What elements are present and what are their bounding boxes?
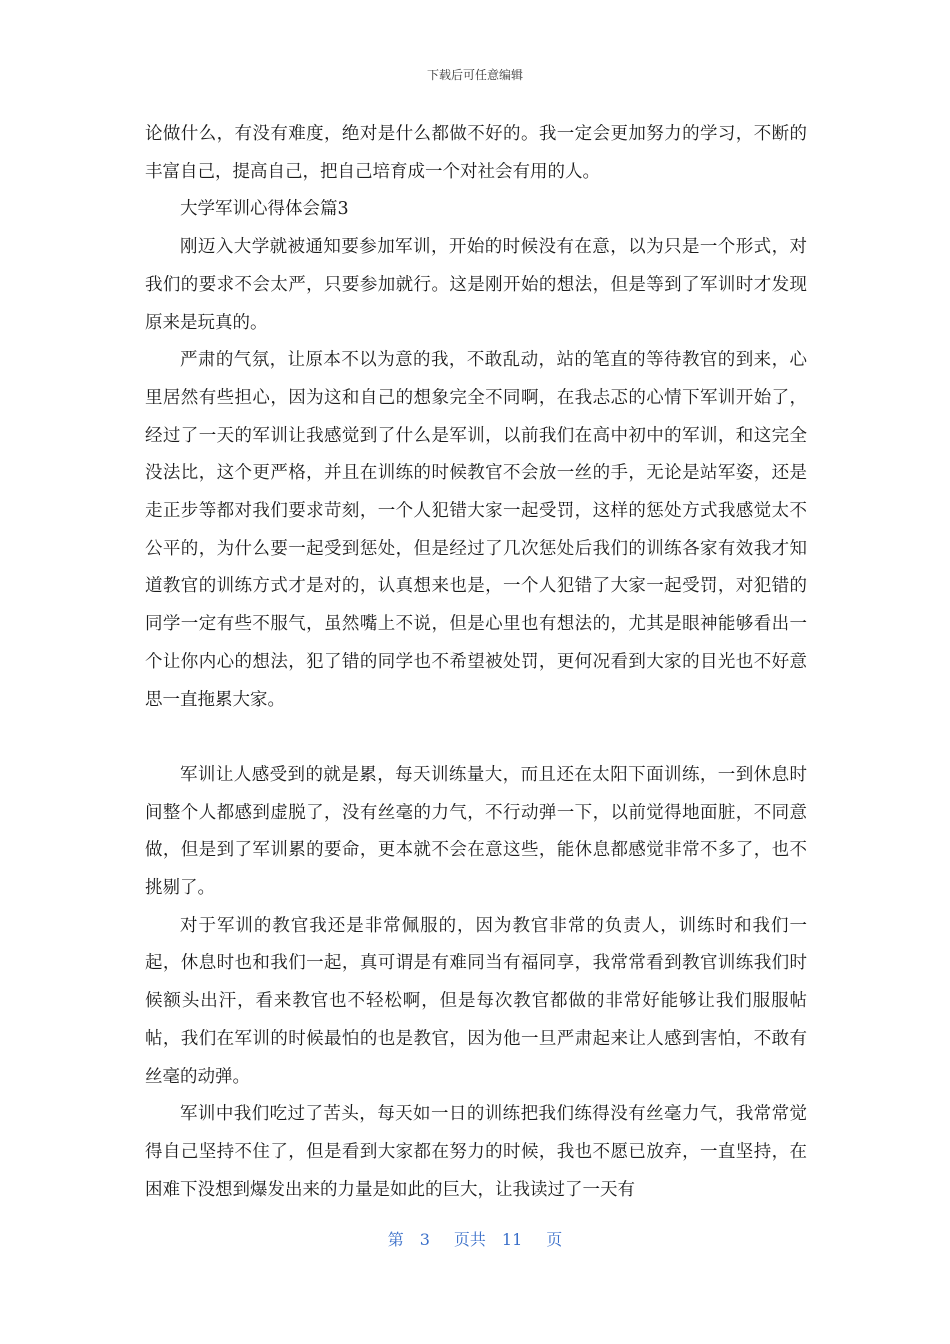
paragraph: 军训中我们吃过了苦头，每天如一日的训练把我们练得没有丝毫力气，我常常觉得自己坚持不住了，但是看到大家都在努力的时候，我也不愿已放弃，一直坚持，在困难下没想到爆发出来的力量是如此的巨大，让我读过了一天有	[145, 1104, 807, 1200]
footer-total-pages: 11	[501, 1230, 523, 1249]
header-text: 下载后可任意编辑	[426, 68, 523, 82]
paragraph: 军训让人感受到的就是累，每天训练量大，而且还在太阳下面训练，一到休息时间整个人都感到虚脱了，没有丝毫的力气，不行动弹一下，以前觉得地面脏，不同意做，但是到了军训累的要命，更本就不会在意这些，能休息都感觉非常不多了，也不挑剔了。	[145, 764, 807, 899]
footer-page-number: 3	[419, 1230, 430, 1249]
paragraph: 对于军训的教官我还是非常佩服的，因为教官非常的负责人，训练时和我们一起，休息时也和我们一起，真可谓是有难同当有福同享，我常常看到教官训练我们时候额头出汗，看来教官也不轻松啊，但是每次教官都做的非常好能够让我们服服帖帖，我们在军训的时候最怕的也是教官，因为他一旦严肃起来让人感到害怕，不敢有丝毫的动弹。	[145, 915, 807, 1087]
page-header	[0, 67, 950, 83]
page-footer	[0, 1229, 950, 1251]
paragraph: 论做什么，有没有难度，绝对是什么都做不好的。我一定会更加努力的学习，不断的丰富自己，提高自己，把自己培育成一个对社会有用的人。	[145, 124, 807, 182]
section-heading: 大学军训心得体会篇3	[180, 199, 349, 220]
paragraph: 严肃的气氛，让原本不以为意的我，不敢乱动，站的笔直的等待教官的到来，心里居然有些担心，因为这和自己的想象完全不同啊，在我忐忑的心情下军训开始了，经过了一天的军训让我感觉到了什么是军训，以前我们在高中初中的军训，和这完全没法比，这个更严格，并且在训练的时候教官不会放一丝的手，无论是站军姿，还是走正步等都对我们要求苛刻，一个人犯错大家一起受罚，这样的惩处方式我感觉太不公平的，为什么要一起受到惩处，但是经过了几次惩处后我们的训练各家有效我才知道教官的训练方式才是对的，认真想来也是，一个人犯错了大家一起受罚，对犯错的同学一定有些不服气，虽然嘴上不说，但是心里也有想法的，尤其是眼神能够看出一个让你内心的想法，犯了错的同学也不希望被处罚，更何况看到大家的目光也不好意思一直拖累大家。	[145, 350, 807, 710]
footer-di: 第	[387, 1230, 404, 1249]
footer-ye-gong: 页共	[453, 1230, 486, 1249]
footer-ye: 页	[546, 1230, 563, 1249]
document-body	[145, 116, 807, 1209]
paragraph: 刚迈入大学就被通知要参加军训，开始的时候没有在意，以为只是一个形式，对我们的要求不会太严，只要参加就行。这是刚开始的想法，但是等到了军训时才发现原来是玩真的。	[145, 237, 807, 333]
